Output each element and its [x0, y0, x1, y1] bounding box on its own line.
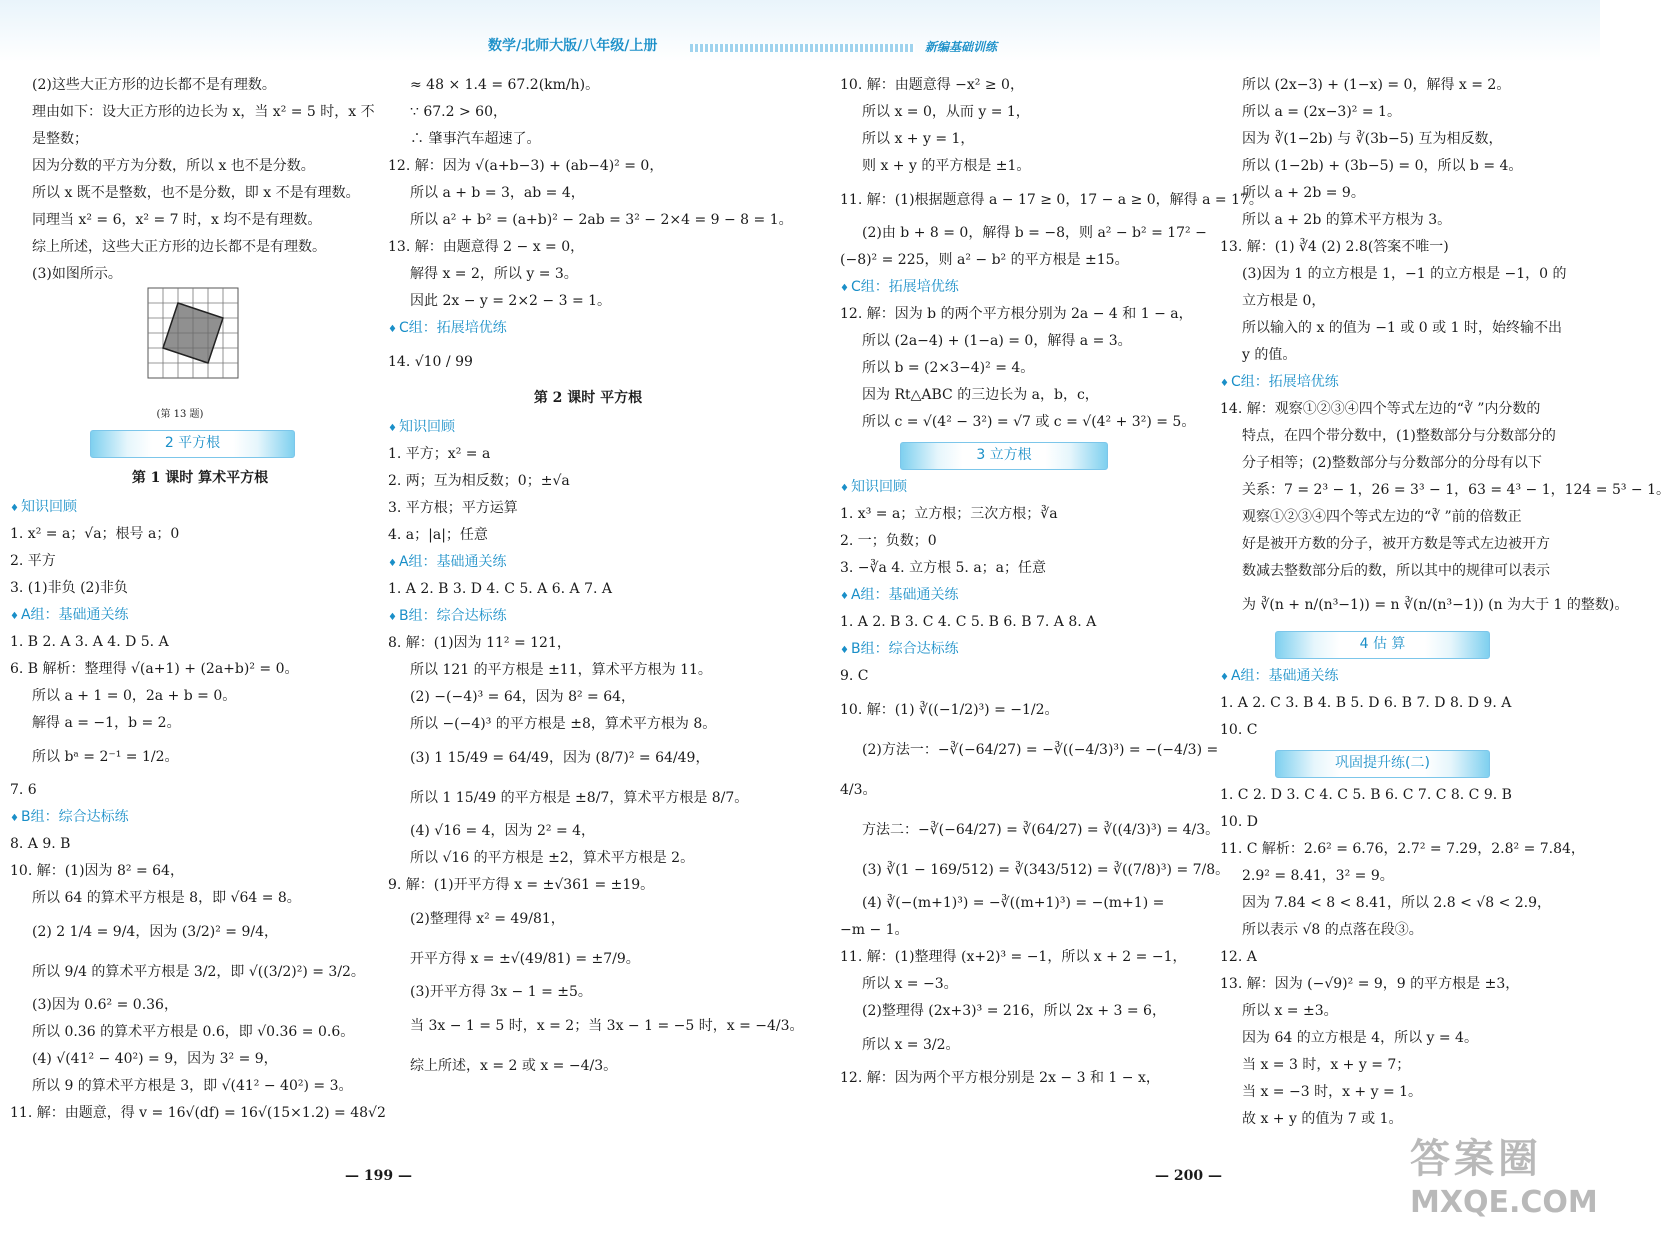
- text-line: 3. 平方根；平方运算: [388, 500, 518, 516]
- text-line: 好是被开方数的分子，被开方数是等式左边被开方: [1242, 536, 1550, 552]
- text-line: 1. C 2. D 3. C 4. C 5. B 6. C 7. C 8. C 9. B: [1220, 787, 1512, 803]
- text-line: 所以 b = (2×3−4)² = 4。: [862, 360, 1035, 376]
- text-line: 当 x = −3 时，x + y = 1。: [1242, 1084, 1423, 1100]
- text-line: 14. √10 / 99: [388, 354, 473, 370]
- text-line: 12. 解：因为两个平方根分别是 2x − 3 和 1 − x，: [840, 1070, 1160, 1086]
- text-line: 所以 x + y = 1，: [862, 131, 975, 147]
- text-line: 10. 解：(1) ∛((−1/2)³) = −1/2。: [840, 702, 1059, 718]
- text-line: 所以 (2a−4) + (1−a) = 0，解得 a = 3。: [862, 333, 1132, 349]
- text-line: 所以 x = 0，从而 y = 1，: [862, 104, 1030, 120]
- section-label: ♦ A组：基础通关练: [10, 602, 390, 629]
- text-line: 所以 x = 3/2。: [862, 1037, 960, 1053]
- page-number-left: — 199 —: [345, 1168, 412, 1184]
- text-line: (3)开平方得 3x − 1 = ±5。: [410, 984, 592, 1000]
- text-line: 所以 a + 2b 的算术平方根为 3。: [1242, 212, 1452, 228]
- text-line: 9. 解：(1)开平方得 x = ±√361 = ±19。: [388, 877, 655, 893]
- text-line: 2. 一；负数；0: [840, 533, 937, 549]
- text-line: 10. C: [1220, 722, 1258, 738]
- text-line: 所以 64 的算术平方根是 8，即 √64 = 8。: [32, 890, 301, 906]
- text-line: 3. −∛a 4. 立方根 5. a；a；任意: [840, 560, 1047, 576]
- text-line: 11. C 解析：2.6² = 6.76，2.7² = 7.29，2.8² = 7.84，: [1220, 841, 1585, 857]
- text-line: 12. 解：因为 √(a+b−3) + (ab−4)² = 0，: [388, 158, 664, 174]
- grid-figure: [10, 288, 390, 406]
- section-label: ♦ C组：拓展培优练: [388, 315, 788, 342]
- text-line: 所以 0.36 的算术平方根是 0.6，即 √0.36 = 0.6。: [32, 1024, 355, 1040]
- text-line: (2)整理得 (2x+3)³ = 216，所以 2x + 3 = 6，: [862, 1003, 1166, 1019]
- text-line: 10. D: [1220, 814, 1258, 830]
- header-title: 数学/北师大版/八年级/上册: [488, 38, 658, 54]
- text-line: 方法二：−∛(−64/27) = ∛(64/27) = ∛((4/3)³) = 4/3。: [862, 822, 1220, 838]
- text-line: 理由如下：设大正方形的边长为 x，当 x² = 5 时，x 不: [32, 104, 375, 120]
- section-banner: 4 估 算: [1275, 631, 1490, 659]
- text-line: (2) 2 1/4 = 9/4，因为 (3/2)² = 9/4，: [32, 924, 279, 940]
- text-line: 7. 6: [10, 782, 37, 798]
- text-line: (4) ∛(−(m+1)³) = −∛((m+1)³) = −(m+1) =: [862, 895, 1165, 911]
- section-banner: 3 立方根: [900, 442, 1108, 470]
- column-2: [388, 72, 804, 1086]
- text-line: 当 3x − 1 = 5 时，x = 2；当 3x − 1 = −5 时，x = −4/3。: [410, 1018, 804, 1034]
- text-line: 分子相等；(2)整数部分与分数部分的分母有以下: [1242, 455, 1542, 471]
- watermark-logo: [1410, 1135, 1598, 1235]
- text-line: 立方根是 0，: [1242, 293, 1326, 309]
- text-line: 开平方得 x = ±√(49/81) = ±7/9。: [410, 951, 640, 967]
- text-line: 8. 解：(1)因为 11² = 121，: [388, 635, 571, 651]
- text-line: 13. 解：由题意得 2 − x = 0，: [388, 239, 585, 255]
- text-line: 1. 平方；x² = a: [388, 446, 491, 462]
- text-line: 因为 64 的立方根是 4，所以 y = 4。: [1242, 1030, 1478, 1046]
- text-line: y 的值。: [1242, 347, 1297, 363]
- text-line: 8. A 9. B: [10, 836, 71, 852]
- section-label: ♦ B组：综合达标练: [840, 636, 1218, 663]
- text-line: 解得 x = 2，所以 y = 3。: [410, 266, 578, 282]
- text-line: 当 x = 3 时，x + y = 7；: [1242, 1057, 1411, 1073]
- text-line: (−8)² = 225，则 a² − b² 的平方根是 ±15。: [840, 252, 1129, 268]
- page-number-right: — 200 —: [1155, 1168, 1222, 1184]
- text-line: 10. 解：(1)因为 8² = 64，: [10, 863, 184, 879]
- text-line: 所以 1 15/49 的平方根是 ±8/7，算术平方根是 8/7。: [410, 790, 749, 806]
- text-line: 特点，在四个带分数中，(1)整数部分与分数部分的: [1242, 428, 1556, 444]
- section-label: ♦ C组：拓展培优练: [840, 274, 1218, 301]
- text-line: 所以 (1−2b) + (3b−5) = 0，所以 b = 4。: [1242, 158, 1523, 174]
- watermark-bottom: MXQE.COM: [1410, 1185, 1598, 1220]
- header-band: [0, 0, 1600, 62]
- text-line: 所以 9/4 的算术平方根是 3/2，即 √((3/2)²) = 3/2。: [32, 964, 365, 980]
- text-line: 所以 x = −3。: [862, 976, 958, 992]
- section-label: ♦ B组：综合达标练: [388, 603, 788, 630]
- lesson-title: 第 1 课时 算术平方根: [131, 470, 269, 486]
- text-line: 所以 a = (2x−3)² = 1。: [1242, 104, 1401, 120]
- text-line: 为 ∛(n + n/(n³−1)) = n ∛(n/(n³−1)) (n 为大于 1 的整数)。: [1242, 597, 1629, 613]
- text-line: 2. 两；互为相反数；0；±√a: [388, 473, 570, 489]
- section-label: ♦ A组：基础通关练: [1220, 663, 1595, 690]
- header-divider: [690, 44, 915, 52]
- text-line: (4) √16 = 4，因为 2² = 4，: [410, 823, 596, 839]
- answer-block: [10, 72, 390, 288]
- text-line: 则 x + y 的平方根是 ±1。: [862, 158, 1031, 174]
- text-line: 4/3。: [840, 782, 877, 798]
- text-line: 9. C: [840, 668, 869, 684]
- text-line: 2. 平方: [10, 553, 56, 569]
- text-line: (2)整理得 x² = 49/81，: [410, 911, 565, 927]
- text-line: 因为分数的平方为分数，所以 x 也不是分数。: [32, 158, 315, 174]
- text-line: 1. A 2. B 3. D 4. C 5. A 6. A 7. A: [388, 581, 613, 597]
- text-line: 13. 解：(1) ∛4 (2) 2.8(答案不唯一): [1220, 239, 1449, 255]
- text-line: 所以 c = √(4² − 3²) = √7 或 c = √(4² + 3²) = 5。: [862, 414, 1196, 430]
- text-line: 12. 解：因为 b 的两个平方根分别为 2a − 4 和 1 − a，: [840, 306, 1193, 322]
- text-line: (3)因为 0.6² = 0.36，: [32, 997, 178, 1013]
- text-line: 同理当 x² = 6，x² = 7 时，x 均不是有理数。: [32, 212, 322, 228]
- figure-caption: (第 13 题): [156, 409, 204, 420]
- text-line: 综上所述，这些大正方形的边长都不是有理数。: [32, 239, 326, 255]
- text-line: 解得 a = −1，b = 2。: [32, 715, 181, 731]
- text-line: 2.9² = 8.41，3² = 9。: [1242, 868, 1394, 884]
- lesson-title: 第 2 课时 平方根: [533, 390, 643, 406]
- text-line: 是整数；: [32, 131, 88, 147]
- text-line: 关系：7 = 2³ − 1，26 = 3³ − 1，63 = 4³ − 1，124 = 5³ − 1。: [1242, 482, 1670, 498]
- text-line: 所以 (2x−3) + (1−x) = 0，解得 x = 2。: [1242, 77, 1511, 93]
- text-line: (3)如图所示。: [32, 266, 122, 282]
- text-line: (4) √(41² − 40²) = 9，因为 3² = 9，: [32, 1051, 278, 1067]
- text-line: (2) −(−4)³ = 64，因为 8² = 64，: [410, 689, 636, 705]
- text-line: (3)因为 1 的立方根是 1，−1 的立方根是 −1，0 的: [1242, 266, 1567, 282]
- text-line: (3) ∛(1 − 169/512) = ∛(343/512) = ∛((7/8)³) = 7/8。: [862, 862, 1230, 878]
- watermark-top: 答案圈: [1410, 1136, 1542, 1182]
- text-line: 所以 x 既不是整数，也不是分数，即 x 不是有理数。: [32, 185, 360, 201]
- text-line: 14. 解：观察①②③④四个等式左边的“∛ ”内分数的: [1220, 401, 1541, 417]
- text-line: 因为 7.84 < 8 < 8.41，所以 2.8 < √8 < 2.9，: [1242, 895, 1552, 911]
- section-label: ♦ 知识回顾: [10, 494, 390, 521]
- text-line: 所以 √16 的平方根是 ±2，算术平方根是 2。: [410, 850, 695, 866]
- text-line: 数减去整数部分后的数，所以其中的规律可以表示: [1242, 563, 1550, 579]
- text-line: 10. 解：由题意得 −x² ≥ 0，: [840, 77, 1024, 93]
- text-line: 所以 a + 1 = 0，2a + b = 0。: [32, 688, 237, 704]
- text-line: 观察①②③④四个等式左边的“∛ ”前的倍数正: [1242, 509, 1522, 525]
- section-label: ♦ 知识回顾: [388, 414, 788, 441]
- text-line: 所以 bᵃ = 2⁻¹ = 1/2。: [32, 749, 179, 765]
- text-line: 因为 Rt△ABC 的三边长为 a，b，c，: [862, 387, 1099, 403]
- text-line: 4. a；|a|；任意: [388, 527, 488, 543]
- text-line: 13. 解：因为 (−√9)² = 9，9 的平方根是 ±3，: [1220, 976, 1520, 992]
- square-on-grid-figure: [148, 288, 238, 378]
- section-label: ♦ C组：拓展培优练: [1220, 369, 1595, 396]
- text-line: 所以 9 的算术平方根是 3，即 √(41² − 40²) = 3。: [32, 1078, 353, 1094]
- section-label: ♦ 知识回顾: [840, 474, 1218, 501]
- section-banner: 2 平方根: [90, 430, 295, 458]
- text-line: 12. A: [1220, 949, 1257, 965]
- section-label: ♦ A组：基础通关练: [840, 582, 1218, 609]
- text-line: 所以 a + 2b = 9。: [1242, 185, 1365, 201]
- text-line: 1. x² = a；√a；根号 a；0: [10, 526, 180, 542]
- text-line: 故 x + y 的值为 7 或 1。: [1242, 1111, 1403, 1127]
- section-banner: 巩固提升练(二): [1275, 750, 1490, 778]
- text-line: 综上所述，x = 2 或 x = −4/3。: [410, 1058, 618, 1074]
- header-brand: 新编基础训练: [925, 40, 998, 54]
- text-line: ∴ 肇事汽车超速了。: [410, 131, 541, 147]
- text-line: ≈ 48 × 1.4 = 67.2(km/h)。: [410, 77, 600, 93]
- text-line: 11. 解：(1)整理得 (x+2)³ = −1，所以 x + 2 = −1，: [840, 949, 1187, 965]
- text-line: 因此 2x − y = 2×2 − 3 = 1。: [410, 293, 612, 309]
- text-line: 6. B 解析：整理得 √(a+1) + (2a+b)² = 0。: [10, 661, 299, 677]
- text-line: 1. A 2. C 3. B 4. B 5. D 6. B 7. D 8. D 9. A: [1220, 695, 1512, 711]
- text-line: 1. A 2. B 3. C 4. C 5. B 6. B 7. A 8. A: [840, 614, 1097, 630]
- text-line: ∵ 67.2 > 60，: [410, 104, 507, 120]
- text-line: (3) 1 15/49 = 64/49，因为 (8/7)² = 64/49，: [410, 750, 710, 766]
- text-line: 3. (1)非负 (2)非负: [10, 580, 128, 596]
- column-1: [10, 72, 390, 1127]
- text-line: 因为 ∛(1−2b) 与 ∛(3b−5) 互为相反数，: [1242, 131, 1503, 147]
- text-line: 所以输入的 x 的值为 −1 或 0 或 1 时，始终输不出: [1242, 320, 1562, 336]
- text-line: 11. 解：(1)根据题意得 a − 17 ≥ 0，17 − a ≥ 0，解得 a = 17。: [840, 192, 1263, 208]
- text-line: 所以 x = ±3。: [1242, 1003, 1338, 1019]
- text-line: 所以 a + b = 3，ab = 4，: [410, 185, 585, 201]
- text-line: 所以 a² + b² = (a+b)² − 2ab = 3² − 2×4 = 9 − 8 = 1。: [410, 212, 793, 228]
- column-4: [1220, 72, 1670, 1133]
- text-line: (2)方法一：−∛(−64/27) = −∛((−4/3)³) = −(−4/3) =: [862, 742, 1219, 758]
- text-line: (2)由 b + 8 = 0，解得 b = −8，则 a² − b² = 17² −: [862, 225, 1207, 241]
- text-line: 1. x³ = a；立方根；三次方根；∛a: [840, 506, 1058, 522]
- text-line: (2)这些大正方形的边长都不是有理数。: [32, 77, 276, 93]
- text-line: 所以表示 √8 的点落在段③。: [1242, 922, 1423, 938]
- section-label: ♦ B组：综合达标练: [10, 804, 390, 831]
- text-line: 所以 −(−4)³ 的平方根是 ±8，算术平方根为 8。: [410, 716, 717, 732]
- text-line: 11. 解：由题意，得 v = 16√(df) = 16√(15×1.2) = 48√2: [10, 1105, 386, 1121]
- text-line: −m − 1。: [840, 922, 909, 938]
- text-line: 1. B 2. A 3. A 4. D 5. A: [10, 634, 169, 650]
- text-line: 所以 121 的平方根是 ±11，算术平方根为 11。: [410, 662, 712, 678]
- section-label: ♦ A组：基础通关练: [388, 549, 788, 576]
